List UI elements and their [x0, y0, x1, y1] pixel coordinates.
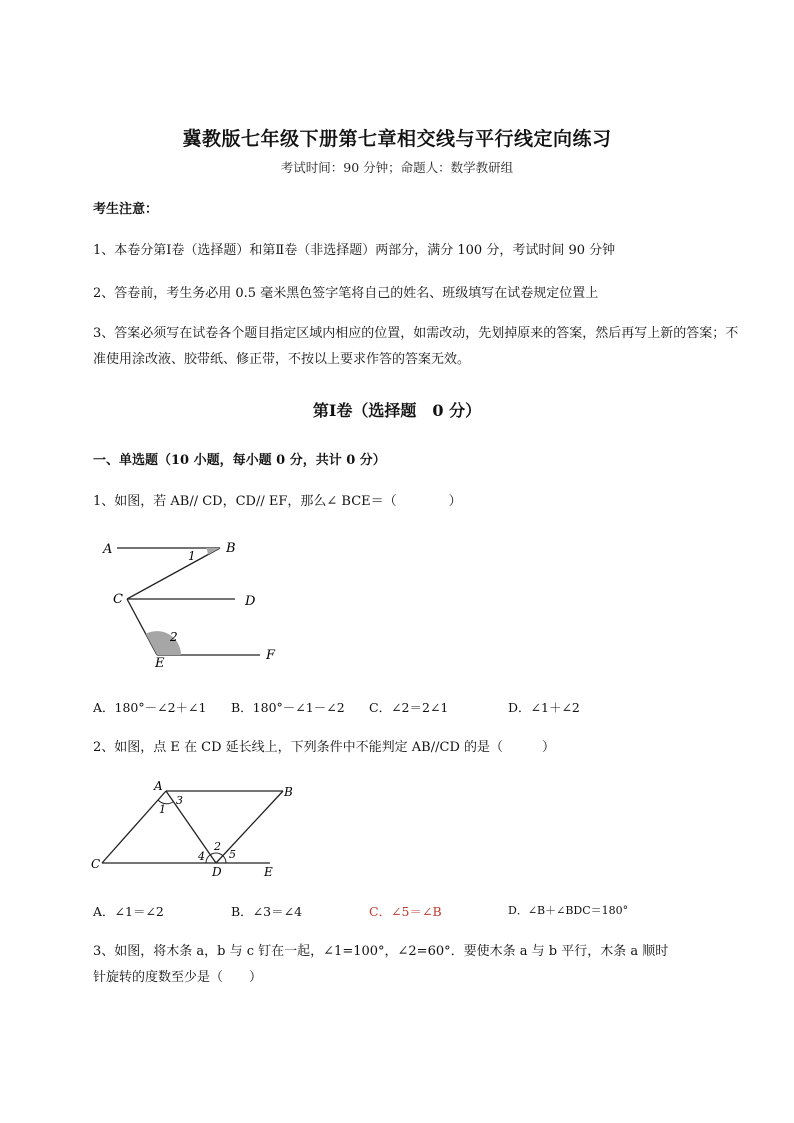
page-title: 冀教版七年级下册第七章相交线与平行线定向练习 — [182, 128, 612, 150]
question-2-figure — [88, 778, 293, 880]
question-1-stem: 1、如图，若 AB// CD，CD// EF，那么∠ BCE＝（ ） — [93, 494, 462, 509]
label-e: E — [264, 865, 273, 879]
line-bd — [216, 791, 283, 863]
question-3-stem-line-1: 3、如图，将木条 a，b 与 c 钉在一起，∠1=100°，∠2=60°．要使木条 a 与 b 平行，木条 a 顺时 — [93, 944, 669, 959]
label-b: B — [284, 785, 293, 799]
line-ad — [166, 791, 216, 863]
notice-item-1: 1、本卷分第Ⅰ卷（选择题）和第Ⅱ卷（非选择题）两部分，满分 100 分，考试时间 90 分钟 — [93, 243, 616, 258]
label-angle-2: 2 — [170, 630, 178, 644]
label-angle-2: 2 — [214, 840, 221, 853]
question-1-figure — [95, 535, 295, 670]
label-angle-4: 4 — [198, 850, 205, 863]
label-angle-1: 1 — [159, 803, 166, 816]
question-1-option-c: C．∠2＝2∠1 — [369, 700, 449, 715]
line-ac — [102, 791, 166, 863]
question-2-option-d: D．∠B＋∠BDC＝180° — [508, 904, 629, 917]
question-2-option-a: A．∠1＝∠2 — [93, 904, 164, 919]
section-title: 第Ⅰ卷（选择题 0 分） — [312, 401, 482, 420]
arc-d — [206, 853, 226, 863]
label-angle-1: 1 — [188, 549, 196, 563]
label-b: B — [226, 541, 236, 556]
question-1-option-a: A．180°－∠2＋∠1 — [93, 700, 207, 715]
label-d: D — [245, 594, 256, 609]
line-bc — [127, 548, 220, 599]
question-2-stem: 2、如图，点 E 在 CD 延长线上，下列条件中不能判定 AB//CD 的是（ ） — [93, 740, 555, 755]
notice-item-2: 2、答卷前，考生务必用 0.5 毫米黑色签字笔将自己的姓名、班级填写在试卷规定位置上 — [93, 286, 599, 301]
question-3-stem-line-2: 针旋转的度数至少是（ ） — [93, 970, 263, 985]
notice-item-3: 3、答案必须写在试卷各个题目指定区域内相应的位置，如需改动，先划掉原来的答案，然后再写上新的答案；不准使用涂改液、胶带纸、修正带，不按以上要求作答的答案无效。 — [93, 326, 739, 367]
line-ce — [127, 599, 157, 655]
question-2-option-c: C．∠5＝∠B — [369, 904, 442, 919]
label-c: C — [113, 592, 123, 607]
label-f: F — [266, 648, 276, 663]
part-heading: 一、单选题（10 小题，每小题 0 分，共计 0 分） — [93, 453, 386, 468]
label-angle-3: 3 — [176, 794, 183, 807]
label-e: E — [155, 656, 165, 671]
question-1-option-b: B．180°－∠1－∠2 — [231, 700, 345, 715]
label-d: D — [212, 865, 222, 879]
label-c: C — [91, 857, 101, 871]
question-2-option-b: B．∠3＝∠4 — [231, 904, 303, 919]
page-subtitle: 考试时间：90 分钟；命题人：数学教研组 — [280, 160, 514, 175]
label-a: A — [154, 779, 163, 793]
label-angle-5: 5 — [229, 848, 236, 861]
label-a: A — [103, 542, 113, 557]
notice-heading: 考生注意： — [93, 202, 159, 217]
question-1-option-d: D．∠1＋∠2 — [508, 700, 580, 715]
angle-1-shade — [206, 548, 220, 555]
